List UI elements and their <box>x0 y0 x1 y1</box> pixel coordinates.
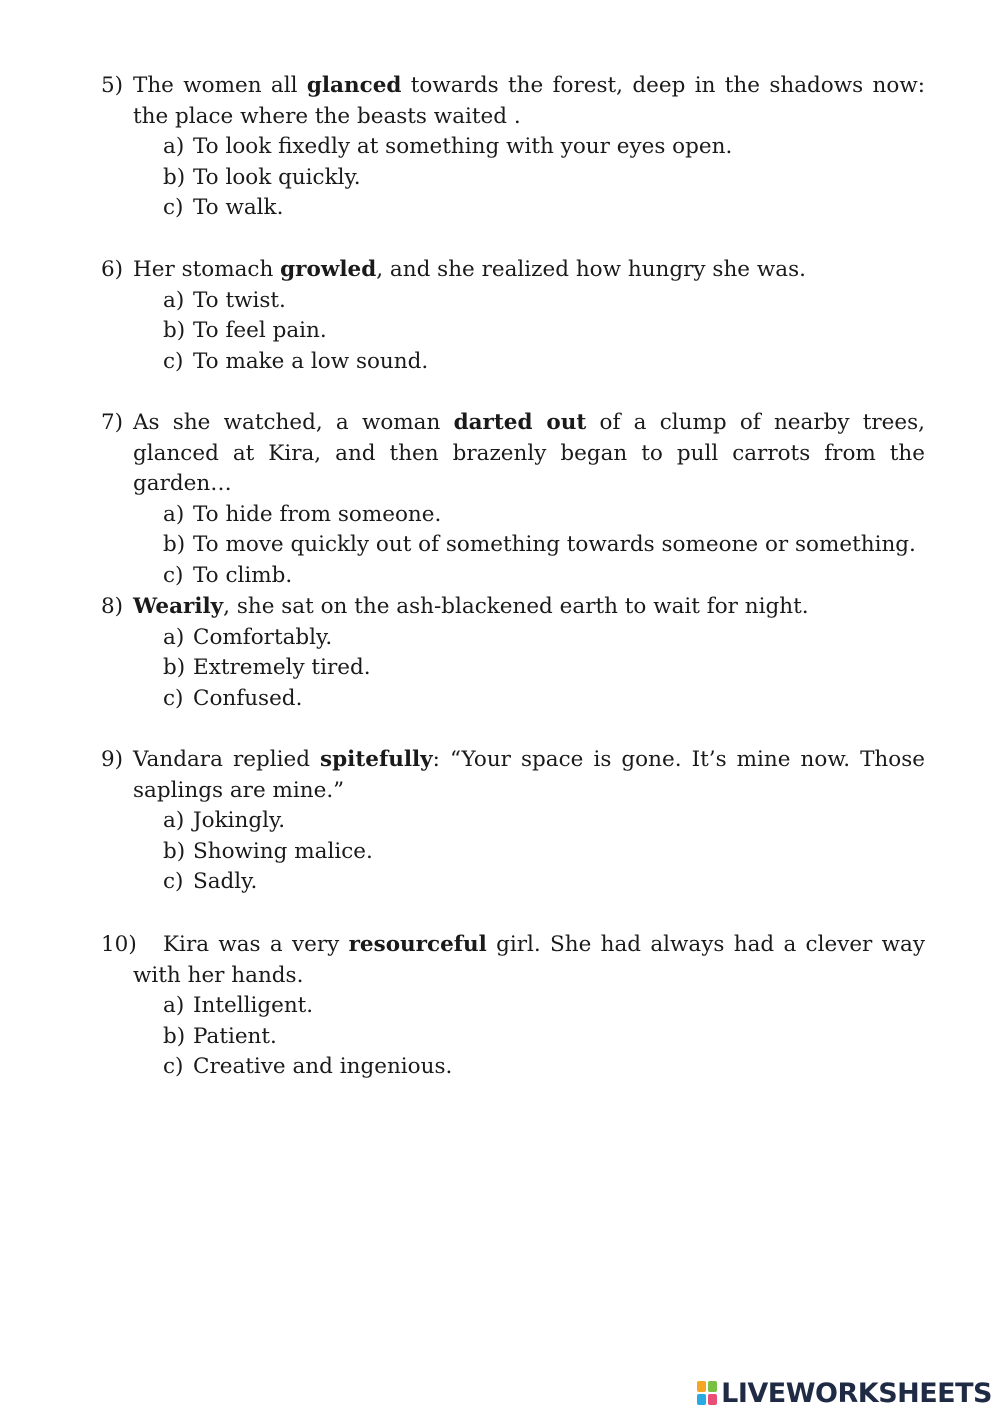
option-c[interactable]: c) Confused. <box>163 685 303 711</box>
liveworksheets-logo[interactable] <box>697 1379 992 1407</box>
question-8 <box>101 592 925 714</box>
option-b[interactable]: b) Extremely tired. <box>163 655 371 681</box>
question-number: 8) <box>101 594 124 619</box>
option-c[interactable]: c) To make a low sound. <box>163 348 429 374</box>
vocab-word: resourceful <box>348 932 487 957</box>
option-b[interactable]: b) To feel pain. <box>163 318 327 344</box>
option-b[interactable]: b) Showing malice. <box>163 838 373 864</box>
question-stem: 10) Kira was a very resourceful girl. She had always had a clever way with her hands. <box>101 932 925 988</box>
option-a[interactable]: a) To look fixedly at something with your eyes open. <box>163 134 733 160</box>
question-stem: 8) Wearily, she sat on the ash-blackened earth to wait for night. <box>101 592 925 623</box>
question-7 <box>101 408 925 592</box>
question-number: 9) <box>101 747 124 772</box>
option-a[interactable]: a) To twist. <box>163 287 286 313</box>
option-c[interactable]: c) To climb. <box>163 562 293 588</box>
question-stem: 5) The women all glanced towards the forest, deep in the shadows now: the place where the beasts waited . <box>101 73 925 129</box>
vocab-word: Wearily <box>133 594 224 619</box>
option-c[interactable]: c) Creative and ingenious. <box>163 1054 453 1080</box>
vocab-word: glanced <box>306 73 402 98</box>
option-c[interactable]: c) To walk. <box>163 195 284 221</box>
question-6 <box>101 255 925 377</box>
question-stem: 6) Her stomach growled, and she realized how hungry she was. <box>101 255 925 286</box>
option-c[interactable]: c) Sadly. <box>163 869 258 895</box>
vocab-word: spitefully <box>320 747 433 772</box>
question-number: 6) <box>101 257 124 282</box>
question-number: 10) <box>101 932 137 957</box>
option-a[interactable]: a) Comfortably. <box>163 624 333 650</box>
question-stem: 7) As she watched, a woman darted out of a clump of nearby trees, glanced at Kira, and then brazenly began to pull carrots from the garden… <box>101 410 925 497</box>
logo-mark-icon <box>697 1381 717 1405</box>
option-b[interactable]: b) To move quickly out of something towards someone or something. <box>163 532 916 558</box>
vocab-word: growled <box>280 257 377 282</box>
question-5 <box>101 71 925 224</box>
question-number: 7) <box>101 410 124 435</box>
question-10 <box>101 930 925 1083</box>
question-9 <box>101 745 925 898</box>
option-a[interactable]: a) To hide from someone. <box>163 501 442 527</box>
question-number: 5) <box>101 73 124 98</box>
option-b[interactable]: b) Patient. <box>163 1023 277 1049</box>
option-b[interactable]: b) To look quickly. <box>163 164 361 190</box>
vocab-word: darted out <box>453 410 587 435</box>
question-stem: 9) Vandara replied spitefully: “Your space is gone. It’s mine now. Those saplings are mine.” <box>101 747 925 803</box>
option-a[interactable]: a) Intelligent. <box>163 993 314 1019</box>
option-a[interactable]: a) Jokingly. <box>163 808 286 834</box>
logo-text: LIVEWORKSHEETS <box>721 1377 992 1409</box>
